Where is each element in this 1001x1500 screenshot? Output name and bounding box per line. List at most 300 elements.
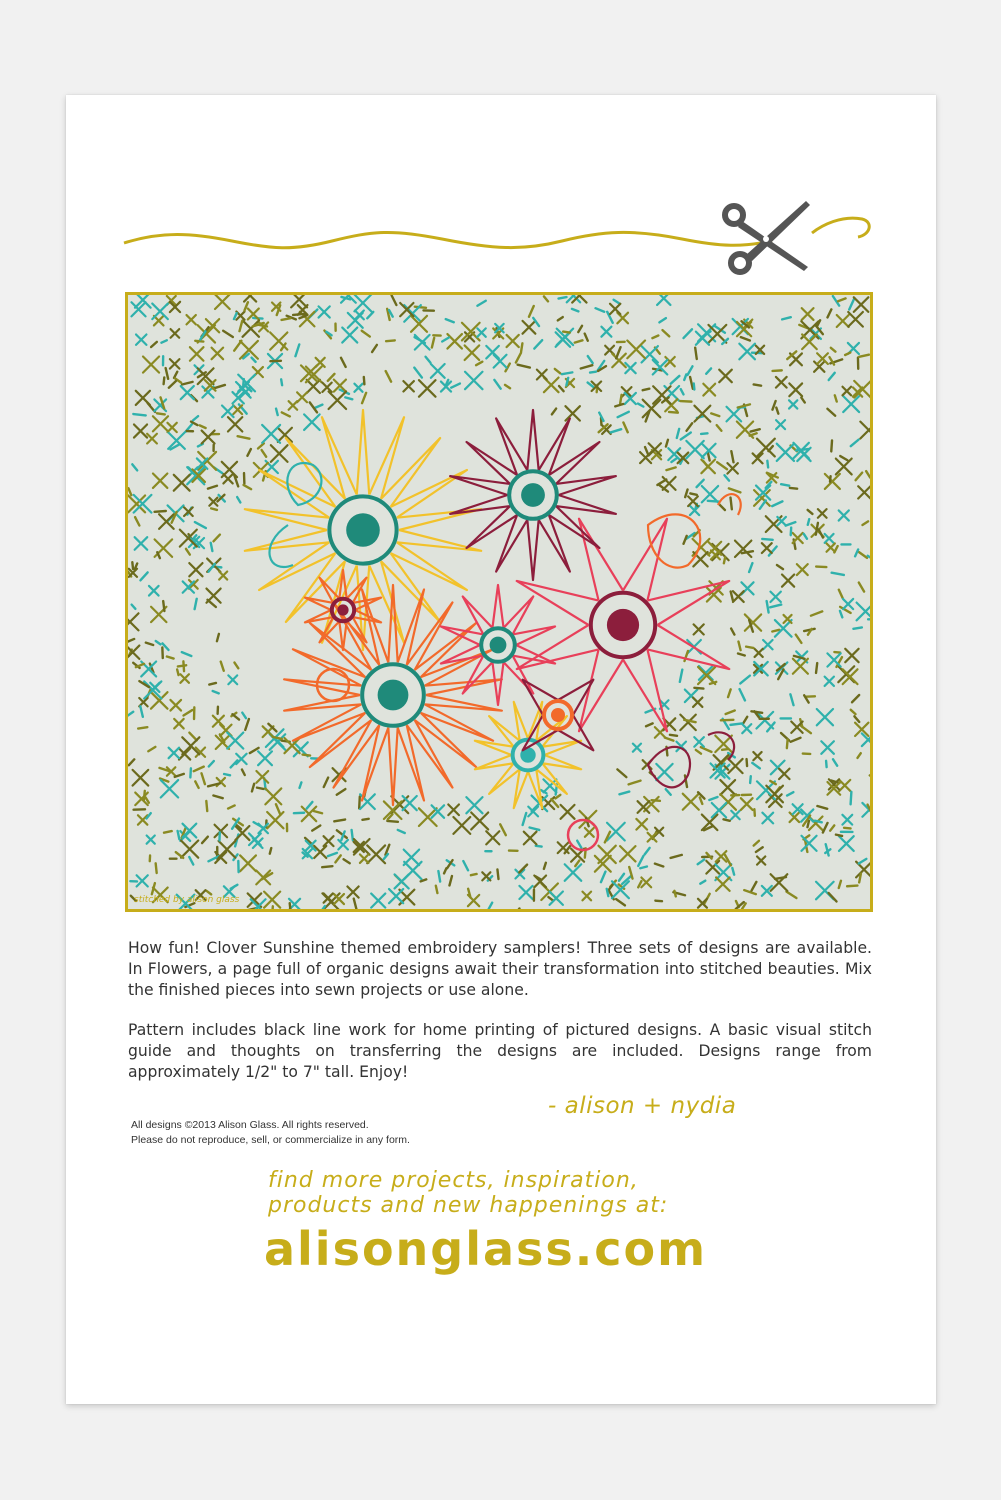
cross-stitch: [712, 803, 726, 817]
cross-stitch: [419, 380, 435, 396]
cross-stitch: [161, 780, 178, 797]
cross-stitch: [776, 420, 785, 429]
cross-stitch: [486, 831, 499, 844]
running-stitch: [328, 853, 337, 856]
cross-stitch: [278, 428, 292, 442]
cross-stitch: [219, 841, 236, 858]
running-stitch: [853, 627, 861, 628]
running-stitch: [257, 788, 263, 789]
cross-stitch: [453, 817, 470, 834]
running-stitch: [772, 501, 782, 506]
running-stitch: [367, 312, 373, 318]
cross-stitch: [754, 662, 767, 675]
running-stitch: [731, 451, 733, 462]
running-stitch: [335, 855, 340, 862]
running-stitch: [262, 450, 267, 457]
running-stitch: [645, 447, 648, 455]
cross-stitch: [860, 422, 870, 439]
running-stitch: [128, 488, 131, 495]
cross-stitch: [256, 771, 268, 783]
running-stitch: [140, 706, 142, 717]
running-stitch: [237, 497, 240, 502]
running-stitch: [436, 886, 438, 893]
running-stitch: [738, 653, 745, 655]
cross-stitch: [143, 357, 159, 373]
cross-stitch: [447, 334, 462, 349]
running-stitch: [290, 903, 291, 909]
running-stitch: [314, 811, 322, 813]
cross-stitch: [338, 840, 348, 850]
running-stitch: [638, 856, 643, 866]
running-stitch: [772, 401, 775, 410]
running-stitch: [681, 389, 684, 394]
cross-stitch: [762, 813, 773, 824]
running-stitch: [772, 630, 779, 632]
running-stitch: [744, 890, 756, 894]
running-stitch: [177, 669, 178, 675]
cross-stitch: [698, 667, 715, 684]
copyright-line-2: Please do not reproduce, sell, or commercialize in any form.: [131, 1134, 410, 1146]
running-stitch: [500, 824, 506, 835]
cross-stitch: [322, 383, 331, 392]
running-stitch: [690, 377, 693, 389]
cross-stitch: [395, 874, 409, 888]
running-stitch: [823, 823, 828, 833]
running-stitch: [247, 449, 250, 456]
cross-stitch: [763, 640, 772, 649]
running-stitch: [344, 859, 350, 863]
running-stitch: [607, 889, 609, 896]
cross-stitch: [482, 872, 490, 880]
running-stitch: [250, 748, 259, 753]
running-stitch: [523, 813, 527, 825]
cross-stitch: [265, 788, 281, 804]
running-stitch: [581, 365, 593, 368]
running-stitch: [516, 353, 521, 363]
copyright-notice: [131, 1118, 410, 1148]
running-stitch: [680, 670, 682, 682]
running-stitch: [619, 792, 629, 795]
running-stitch: [202, 837, 208, 843]
cross-stitch: [389, 889, 403, 903]
running-stitch: [787, 792, 793, 795]
running-stitch: [224, 774, 230, 775]
running-stitch: [839, 590, 843, 598]
running-stitch: [666, 789, 671, 795]
cross-stitch: [728, 759, 742, 773]
running-stitch: [184, 710, 193, 715]
running-stitch: [174, 372, 177, 378]
running-stitch: [738, 404, 750, 407]
running-stitch: [128, 639, 134, 644]
running-stitch: [449, 876, 451, 885]
running-stitch: [276, 804, 280, 815]
running-stitch: [169, 381, 176, 388]
cross-stitch: [187, 315, 196, 324]
cross-stitch: [324, 836, 334, 846]
running-stitch: [830, 825, 834, 830]
running-stitch: [829, 893, 837, 901]
running-stitch: [726, 710, 735, 714]
running-stitch: [750, 433, 757, 435]
running-stitch: [767, 461, 768, 468]
running-stitch: [282, 318, 291, 320]
running-stitch: [839, 881, 841, 888]
running-stitch: [588, 356, 593, 363]
cross-stitch: [128, 613, 138, 630]
cross-stitch: [842, 815, 852, 825]
running-stitch: [559, 386, 564, 391]
running-stitch: [859, 874, 861, 883]
running-stitch: [155, 511, 166, 512]
scissors-cut-line: [122, 185, 882, 280]
running-stitch: [183, 661, 184, 671]
running-stitch: [791, 738, 801, 742]
cross-stitch: [519, 886, 532, 899]
cross-stitch: [612, 881, 629, 898]
running-stitch: [362, 819, 368, 820]
running-stitch: [398, 830, 405, 833]
running-stitch: [239, 321, 242, 331]
cross-stitch: [731, 811, 739, 819]
running-stitch: [521, 343, 522, 351]
cross-stitch: [258, 751, 272, 765]
running-stitch: [796, 635, 802, 643]
running-stitch: [324, 778, 328, 787]
running-stitch: [711, 413, 719, 416]
running-stitch: [232, 714, 239, 719]
running-stitch: [851, 440, 859, 447]
running-stitch: [270, 848, 271, 854]
running-stitch: [698, 860, 705, 865]
cross-stitch: [762, 543, 772, 553]
cross-stitch: [342, 328, 357, 343]
running-stitch: [213, 691, 219, 693]
cross-stitch: [360, 854, 369, 863]
running-stitch: [694, 383, 695, 389]
cross-stitch: [240, 341, 258, 359]
running-stitch: [652, 336, 658, 339]
running-stitch: [684, 374, 686, 380]
running-stitch: [830, 476, 831, 482]
running-stitch: [616, 347, 620, 358]
running-stitch: [770, 605, 781, 608]
running-stitch: [156, 641, 161, 644]
running-stitch: [337, 789, 346, 795]
running-stitch: [362, 393, 366, 403]
cross-stitch: [610, 304, 620, 314]
running-stitch: [742, 551, 753, 553]
running-stitch: [857, 753, 860, 758]
cross-stitch: [793, 659, 808, 674]
running-stitch: [666, 467, 675, 470]
running-stitch: [666, 440, 668, 447]
running-stitch: [840, 611, 842, 617]
running-stitch: [866, 471, 870, 477]
cross-stitch: [324, 893, 333, 902]
cross-stitch: [415, 335, 430, 350]
running-stitch: [442, 338, 449, 342]
cross-stitch: [209, 498, 217, 506]
running-stitch: [544, 863, 546, 869]
running-stitch: [746, 647, 753, 648]
running-stitch: [596, 308, 605, 312]
running-stitch: [643, 389, 650, 391]
promo-line-1: find more projects, inspiration,: [268, 1168, 639, 1193]
running-stitch: [768, 446, 772, 451]
cross-stitch: [181, 840, 198, 857]
running-stitch: [175, 774, 184, 777]
cross-stitch: [134, 424, 147, 437]
running-stitch: [234, 313, 237, 319]
running-stitch: [451, 384, 460, 388]
running-stitch: [195, 522, 206, 528]
cross-stitch: [693, 698, 702, 707]
running-stitch: [563, 332, 570, 333]
running-stitch: [252, 784, 254, 792]
cross-stitch: [219, 572, 227, 580]
cross-stitch: [289, 401, 298, 410]
running-stitch: [835, 395, 837, 401]
running-stitch: [849, 298, 854, 309]
cross-stitch: [688, 496, 698, 506]
cross-stitch: [683, 794, 699, 810]
cross-stitch: [133, 770, 149, 786]
running-stitch: [700, 881, 705, 884]
running-stitch: [281, 379, 282, 385]
running-stitch: [242, 770, 245, 775]
running-stitch: [645, 848, 650, 855]
running-stitch: [731, 629, 734, 635]
running-stitch: [238, 436, 250, 439]
running-stitch: [859, 552, 867, 558]
running-stitch: [195, 599, 197, 609]
running-stitch: [444, 868, 446, 873]
running-stitch: [166, 368, 168, 379]
cross-stitch: [403, 796, 417, 810]
cross-stitch: [465, 345, 480, 360]
cross-stitch: [152, 304, 168, 320]
cross-stitch: [802, 308, 814, 320]
running-stitch: [832, 573, 844, 575]
running-stitch: [754, 841, 759, 846]
running-stitch: [754, 384, 761, 385]
cross-stitch: [180, 674, 189, 683]
running-stitch: [776, 408, 778, 414]
embroidery-artwork: [128, 295, 870, 909]
running-stitch: [786, 522, 796, 525]
running-stitch: [856, 473, 863, 481]
cross-stitch: [138, 815, 147, 824]
cross-stitch: [857, 603, 870, 621]
running-stitch: [751, 429, 760, 431]
running-stitch: [242, 713, 246, 719]
running-stitch: [157, 413, 165, 414]
running-stitch: [652, 800, 660, 801]
running-stitch: [552, 409, 556, 415]
cross-stitch: [403, 381, 413, 391]
cross-stitch: [431, 364, 445, 378]
running-stitch: [826, 761, 827, 767]
cross-stitch: [582, 892, 591, 901]
running-stitch: [228, 805, 235, 808]
cross-stitch: [755, 649, 763, 657]
cross-stitch: [471, 812, 488, 829]
running-stitch: [646, 723, 653, 726]
copyright-line-1: All designs ©2013 Alison Glass. All rights reserved.: [131, 1119, 369, 1131]
cross-stitch: [612, 354, 626, 368]
cross-stitch: [243, 320, 259, 336]
orange-daisy-centre-fill: [378, 680, 409, 711]
cross-stitch: [465, 372, 482, 389]
running-stitch: [601, 872, 605, 882]
cross-stitch: [770, 592, 780, 602]
cross-stitch: [135, 537, 148, 550]
running-stitch: [669, 412, 678, 413]
running-stitch: [752, 763, 760, 769]
running-stitch: [862, 521, 868, 525]
running-stitch: [677, 429, 679, 438]
running-stitch: [717, 462, 727, 469]
running-stitch: [729, 488, 741, 492]
cross-stitch: [419, 808, 437, 826]
running-stitch: [615, 404, 623, 406]
running-stitch: [719, 504, 725, 509]
cross-stitch: [727, 463, 737, 473]
running-stitch: [724, 557, 725, 563]
cross-stitch: [354, 384, 362, 392]
pink-lily-centre-fill: [607, 609, 639, 641]
running-stitch: [164, 377, 165, 384]
running-stitch: [258, 443, 264, 448]
running-stitch: [747, 759, 748, 766]
running-stitch: [426, 357, 431, 363]
running-stitch: [182, 652, 192, 656]
running-stitch: [414, 368, 422, 378]
running-stitch: [638, 404, 643, 407]
cross-stitch: [179, 748, 190, 759]
cross-stitch: [222, 406, 234, 418]
cross-stitch: [779, 769, 789, 779]
running-stitch: [352, 830, 353, 840]
cross-stitch: [825, 534, 834, 543]
cross-stitch: [694, 737, 704, 747]
running-stitch: [827, 309, 831, 317]
cross-stitch: [686, 441, 703, 458]
cross-stitch: [653, 386, 670, 403]
running-stitch: [163, 601, 164, 611]
cross-stitch: [854, 297, 869, 312]
wavy-cut-line: [124, 232, 772, 247]
cross-stitch: [206, 589, 220, 603]
running-stitch: [609, 885, 613, 890]
running-stitch: [836, 835, 842, 836]
running-stitch: [314, 405, 322, 409]
running-stitch: [362, 331, 370, 337]
running-stitch: [618, 412, 629, 417]
running-stitch: [312, 826, 320, 831]
cross-stitch: [411, 316, 427, 332]
cross-stitch: [733, 591, 744, 602]
cross-stitch: [656, 764, 672, 780]
cross-stitch: [627, 341, 645, 359]
running-stitch: [684, 536, 687, 544]
running-stitch: [140, 572, 147, 580]
running-stitch: [620, 395, 621, 404]
cross-stitch: [636, 819, 647, 830]
running-stitch: [386, 371, 391, 382]
running-stitch: [829, 373, 835, 380]
running-stitch: [494, 380, 500, 389]
running-stitch: [760, 501, 766, 509]
running-stitch: [217, 634, 219, 641]
running-stitch: [128, 712, 133, 718]
running-stitch: [207, 891, 212, 894]
cross-stitch: [694, 624, 704, 634]
running-stitch: [244, 485, 252, 489]
running-stitch: [614, 300, 620, 304]
running-stitch: [186, 549, 190, 555]
running-stitch: [213, 385, 225, 389]
running-stitch: [209, 683, 216, 685]
running-stitch: [709, 797, 717, 800]
website-link[interactable]: alisonglass.com: [264, 1222, 708, 1276]
running-stitch: [221, 662, 224, 671]
cross-stitch: [625, 363, 635, 373]
running-stitch: [811, 611, 822, 615]
running-stitch: [555, 369, 560, 373]
running-stitch: [234, 341, 241, 351]
cross-stitch: [537, 370, 547, 380]
running-stitch: [844, 828, 851, 829]
running-stitch: [438, 871, 440, 882]
cross-stitch: [404, 850, 419, 865]
running-stitch: [749, 563, 752, 572]
running-stitch: [202, 773, 205, 784]
running-stitch: [781, 484, 789, 485]
cross-stitch: [825, 677, 834, 686]
running-stitch: [497, 869, 498, 879]
cross-stitch: [848, 312, 863, 327]
running-stitch: [701, 433, 707, 434]
running-stitch: [847, 886, 857, 887]
cross-stitch: [182, 737, 199, 754]
cross-stitch: [720, 780, 735, 795]
cross-stitch: [477, 328, 485, 336]
cross-stitch: [742, 724, 751, 733]
running-stitch: [190, 768, 191, 777]
running-stitch: [559, 297, 567, 298]
cross-stitch: [827, 543, 835, 551]
cross-stitch: [202, 431, 215, 444]
cross-stitch: [183, 581, 194, 592]
running-stitch: [741, 337, 750, 340]
running-stitch: [700, 797, 703, 803]
running-stitch: [245, 719, 249, 730]
cross-stitch: [561, 805, 575, 819]
running-stitch: [724, 819, 730, 820]
running-stitch: [167, 657, 174, 659]
cross-stitch: [468, 895, 479, 906]
cross-stitch: [839, 510, 849, 520]
running-stitch: [322, 866, 332, 867]
running-stitch: [730, 498, 731, 510]
running-stitch: [852, 695, 859, 702]
cross-stitch: [784, 615, 792, 623]
running-stitch: [132, 605, 136, 609]
running-stitch: [132, 562, 133, 569]
cross-stitch: [212, 348, 224, 360]
